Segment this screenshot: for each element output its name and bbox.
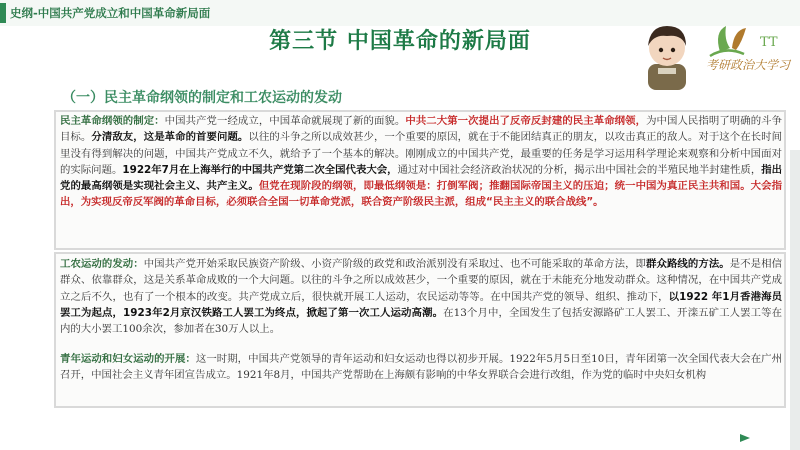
text-span: 中国共产党一经成立，中国革命就展现了新的面貌。 <box>164 115 406 127</box>
paragraph-youth-women <box>60 351 782 384</box>
next-arrow-icon[interactable] <box>738 432 752 444</box>
svg-text:TT: TT <box>760 35 778 50</box>
text-span: 中国共产党开始采取民族资产阶级、小资产阶级的政党和政治派别没有采取过、也不可能采取的革命方法，即 <box>143 258 647 270</box>
logo-text: 考研政治大学习 <box>706 58 791 72</box>
highlight-bold: 分清敌友，这是革命的首要问题。 <box>91 131 249 144</box>
highlight-bold: 指出党的最高纲领是实现社会主义、共产主义。 <box>60 163 783 193</box>
right-rail <box>790 150 800 450</box>
text-span: 通过对中国社会经济政治状况的分析，揭示出中国社会的半殖民地半封建性质， <box>397 163 762 176</box>
highlight-bold: 群众路线的方法。 <box>646 258 730 270</box>
top-bar-accent <box>0 3 6 23</box>
highlight-bold: 1922年7月在上海举行的中国共产党第二次全国代表大会， <box>122 163 398 176</box>
text-span: 这一时期，中国共产党领导的青年运动和妇女运动也得以初步开展。1922年5月5日至10日，青年团第一次全国代表大会在广州召开，中国社会主义青年团宣告成立。1921年8月，中国共产党帮助在上海颇有影响的中华女界联合会进行改组，作为党的临时中央妇女机构 <box>60 353 782 382</box>
text-span: 在13个月中，全国发生了包括安源路矿工人罢工、开滦五矿工人罢工等在内的大小罢工100余次，参加者在30万人以上。 <box>60 306 783 336</box>
text-span: 是不是相信群众、依靠群众，这是关系革命成败的一个大问题。以往的斗争之所以成效甚少，一个重要的原因，就在于未能充分地发动群众。这种情况，在中国共产党成立之后不久，也有了一个根本的改变。共产党成立后，很快就开展工人运动，农民运动等等。在中国共产党的领导、组织、推动下， <box>60 258 782 303</box>
paragraph-program <box>60 113 782 211</box>
label-movement: 工农运动的发动： <box>60 258 144 270</box>
text-span: 为中国人民指明了明确的斗争目标。 <box>60 115 783 144</box>
cartoon-avatar-icon <box>636 18 698 90</box>
label-program: 民主革命纲领的制定： <box>60 115 165 127</box>
paragraph-worker-movement <box>60 256 782 337</box>
breadcrumb: 史纲-中国共产党成立和中国革命新局面 <box>10 6 211 20</box>
label-youth-women: 青年运动和妇女运动的开展： <box>60 353 196 365</box>
highlight-red: 但党在现阶段的纲领，即最低纲领是：打倒军阀；推翻国际帝国主义的压迫；统一中国为真正民主共和国。大会指出，为实现反帝反军阀的革命目标，必须联合全国一切革命党派，联合资产阶级民主派，组成“民主主义的联合战线”。 <box>60 180 783 209</box>
text-span: 以往的斗争之所以成效甚少，一个重要的原因，就在于不能团结真正的朋友，以攻击真正的敌人。对于这个在长时间里没有得到解决的问题，中国共产党成立不久，就给予了一个基本的解决。刚刚成立的中国共产党，最重要的任务是学习运用科学理论来观察和分析中国面对的实际问题。 <box>60 131 783 176</box>
section-heading: （一）民主革命纲领的制定和工农运动的发动 <box>62 90 342 106</box>
highlight-bold: 以1922 年1月香港海员罢工为起点，1923年2月京汉铁路工人罢工为终点，掀起了第一次工人运动高潮。 <box>60 290 782 319</box>
page-title: 第三节 中国革命的新局面 <box>269 29 531 54</box>
logo-icon <box>700 22 795 82</box>
highlight-red: 中共二大第一次提出了反帝反封建的民主革命纲领， <box>405 115 647 127</box>
